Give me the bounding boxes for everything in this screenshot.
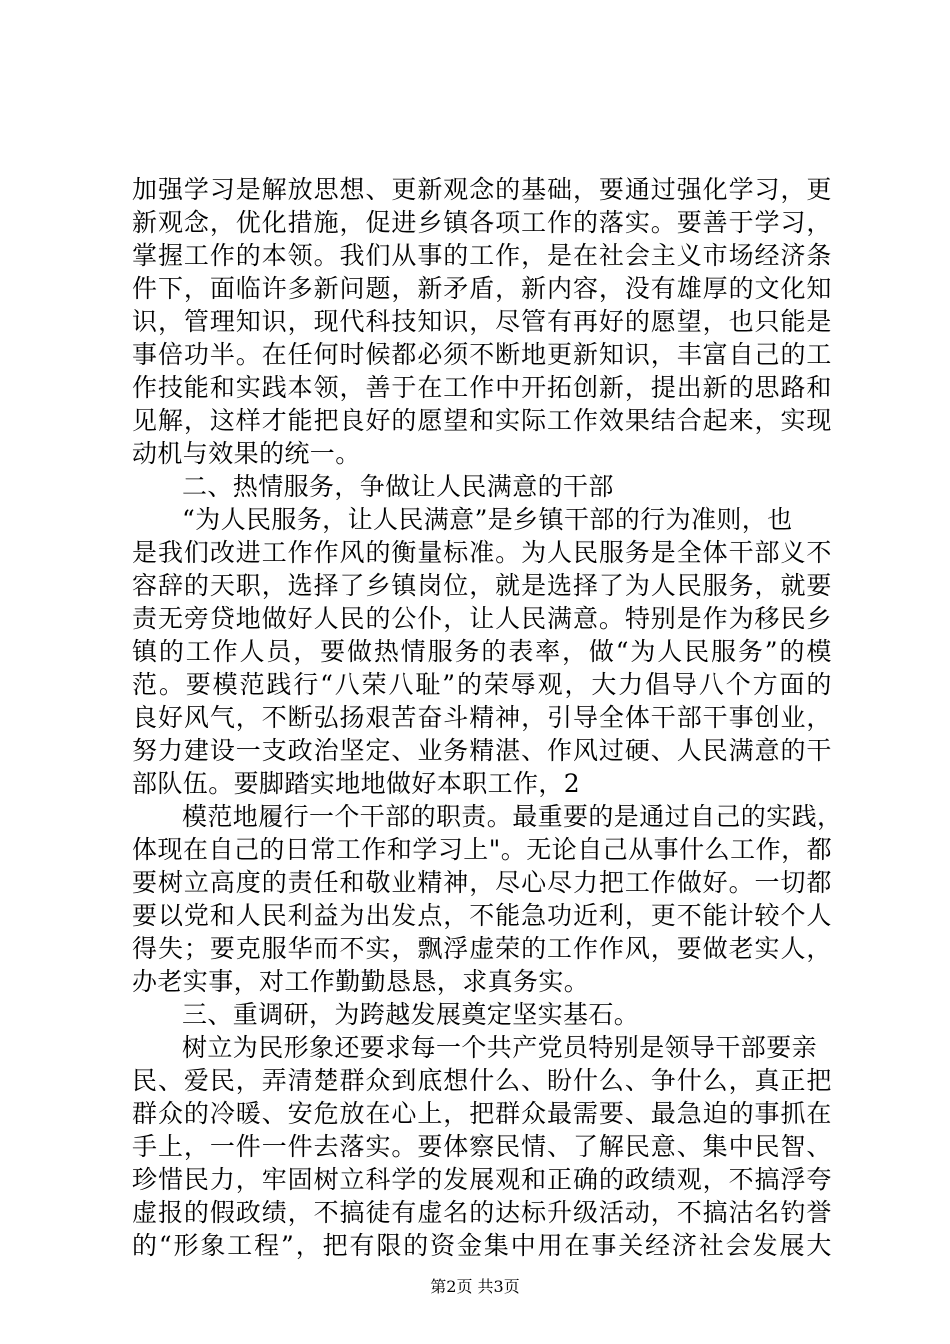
section-heading-3: 三、重调研，为跨越发展奠定坚实基石。 [182, 1000, 640, 1029]
text-line-13: 容 辞 的 天 职 ， 选 择 了 乡 镇 岗 位 ， 就 是 选 择 了 为 人 民 服 务 ， 就 要 [132, 571, 832, 600]
text-line-14: 责 无 旁 贷 地 做 好 人 民 的 公 仆 ， 让 人 民 满 意 。 特 别 是 作 为 移 民 乡 [132, 604, 832, 633]
text-line-27: 树立为民形象还要求每一个共产党员特别是领导干部要亲 [182, 1033, 818, 1062]
text-line-31: 珍 惜 民 力 ， 牢 固 树 立 科 学 的 发 展 观 和 正 确 的 政 绩 观 ， 不 搞 浮 夸 [132, 1165, 832, 1194]
page-number-footer: 第2页 共3页 [430, 1277, 520, 1296]
text-line-25: 办老实事，对工作勤勤恳恳，求真务实。 [132, 967, 590, 996]
text-line-7: 作 技 能 和 实 践 本 领 ， 善 于 在 工 作 中 开 拓 创 新 ， 提 出 新 的 思 路 和 [132, 373, 832, 402]
body-text [132, 173, 843, 1262]
text-line-33: 的 “ 形 象 工 程 ” ， 把 有 限 的 资 金 集 中 用 在 事 关 经 济 社 会 发 展 大 [132, 1231, 832, 1260]
text-line-15: 镇 的 工 作 人 员 ， 要 做 热 情 服 务 的 表 率 ， 做 “ 为 人 民 服 务 ” 的 模 [132, 637, 832, 666]
text-line-12: 是 我 们 改 进 工 作 作 风 的 衡 量 标 准 。 为 人 民 服 务 是 全 体 干 部 义 不 [132, 538, 832, 567]
text-line-8: 见 解 ， 这 样 才 能 把 良 好 的 愿 望 和 实 际 工 作 效 果 结 合 起 来 ， 实 现 [132, 406, 832, 435]
text-line-6: 事 倍 功 半 。 在 任 何 时 候 都 必 须 不 断 地 更 新 知 识 ， 丰 富 自 己 的 工 [132, 340, 832, 369]
text-line-4: 件 下 ， 面 临 许 多 新 问 题 ， 新 矛 盾 ， 新 内 容 ， 没 有 雄 厚 的 文 化 知 [132, 274, 832, 303]
text-line-20: 模范地履行一个干部的职责。最重要的是通过自己的实践， [182, 802, 843, 831]
text-line-17: 良 好 风 气 ， 不 断 弘 扬 艰 苦 奋 斗 精 神 ， 引 导 全 体 干 部 干 事 创 业 ， [132, 703, 832, 732]
text-line-28: 民 、 爱 民 ， 弄 清 楚 群 众 到 底 想 什 么 、 盼 什 么 、 争 什 么 ， 真 正 把 [132, 1066, 832, 1095]
text-line-1: 加 强 学 习 是 解 放 思 想 、 更 新 观 念 的 基 础 ， 要 通 过 强 化 学 习 ， 更 [132, 175, 832, 204]
text-line-2: 新 观 念 ， 优 化 措 施 ， 促 进 乡 镇 各 项 工 作 的 落 实 。 要 善 于 学 习 ， [132, 208, 832, 237]
section-heading-2: 二、热情服务，争做让人民满意的干部 [182, 472, 614, 501]
text-line-22: 要 树 立 高 度 的 责 任 和 敬 业 精 神 ， 尽 心 尽 力 把 工 作 做 好 。 一 切 都 [132, 868, 832, 897]
text-line-19: 部队伍。要脚踏实地地做好本职工作，2 [132, 769, 581, 798]
text-line-16: 范 。 要 模 范 践 行 “ 八 荣 八 耻 ” 的 荣 辱 观 ， 大 力 倡 导 八 个 方 面 的 [132, 670, 832, 699]
text-line-30: 手 上 ， 一 件 一 件 去 落 实 。 要 体 察 民 情 、 了 解 民 意 、 集 中 民 智 、 [132, 1132, 832, 1161]
text-line-29: 群 众 的 冷 暖 、 安 危 放 在 心 上 ， 把 群 众 最 需 要 、 最 急 迫 的 事 抓 在 [132, 1099, 832, 1128]
text-line-23: 要 以 党 和 人 民 利 益 为 出 发 点 ， 不 能 急 功 近 利 ， 更 不 能 计 较 个 人 [132, 901, 832, 930]
text-line-24: 得 失 ； 要 克 服 华 而 不 实 ， 飘 浮 虚 荣 的 工 作 作 风 ， 要 做 老 实 人 ， [132, 934, 832, 963]
text-line-11: “为人民服务，让人民满意”是乡镇干部的行为准则，也 [182, 505, 793, 534]
text-line-18: 努 力 建 设 一 支 政 治 坚 定 、 业 务 精 湛 、 作 风 过 硬 、 人 民 满 意 的 干 [132, 736, 832, 765]
text-line-3: 掌 握 工 作 的 本 领 。 我 们 从 事 的 工 作 ， 是 在 社 会 主 义 市 场 经 济 条 [132, 241, 832, 270]
text-line-5: 识 ， 管 理 知 识 ， 现 代 科 技 知 识 ， 尽 管 有 再 好 的 愿 望 ， 也 只 能 是 [132, 307, 832, 336]
text-line-21: 体 现 在 自 己 的 日 常 工 作 和 学 习 上 " 。 无 论 自 己 从 事 什 么 工 作 ， 都 [132, 835, 832, 864]
text-line-32: 虚 报 的 假 政 绩 ， 不 搞 徒 有 虚 名 的 达 标 升 级 活 动 ， 不 搞 沽 名 钓 誉 [132, 1198, 832, 1227]
text-line-9: 动机与效果的统一。 [132, 439, 361, 468]
